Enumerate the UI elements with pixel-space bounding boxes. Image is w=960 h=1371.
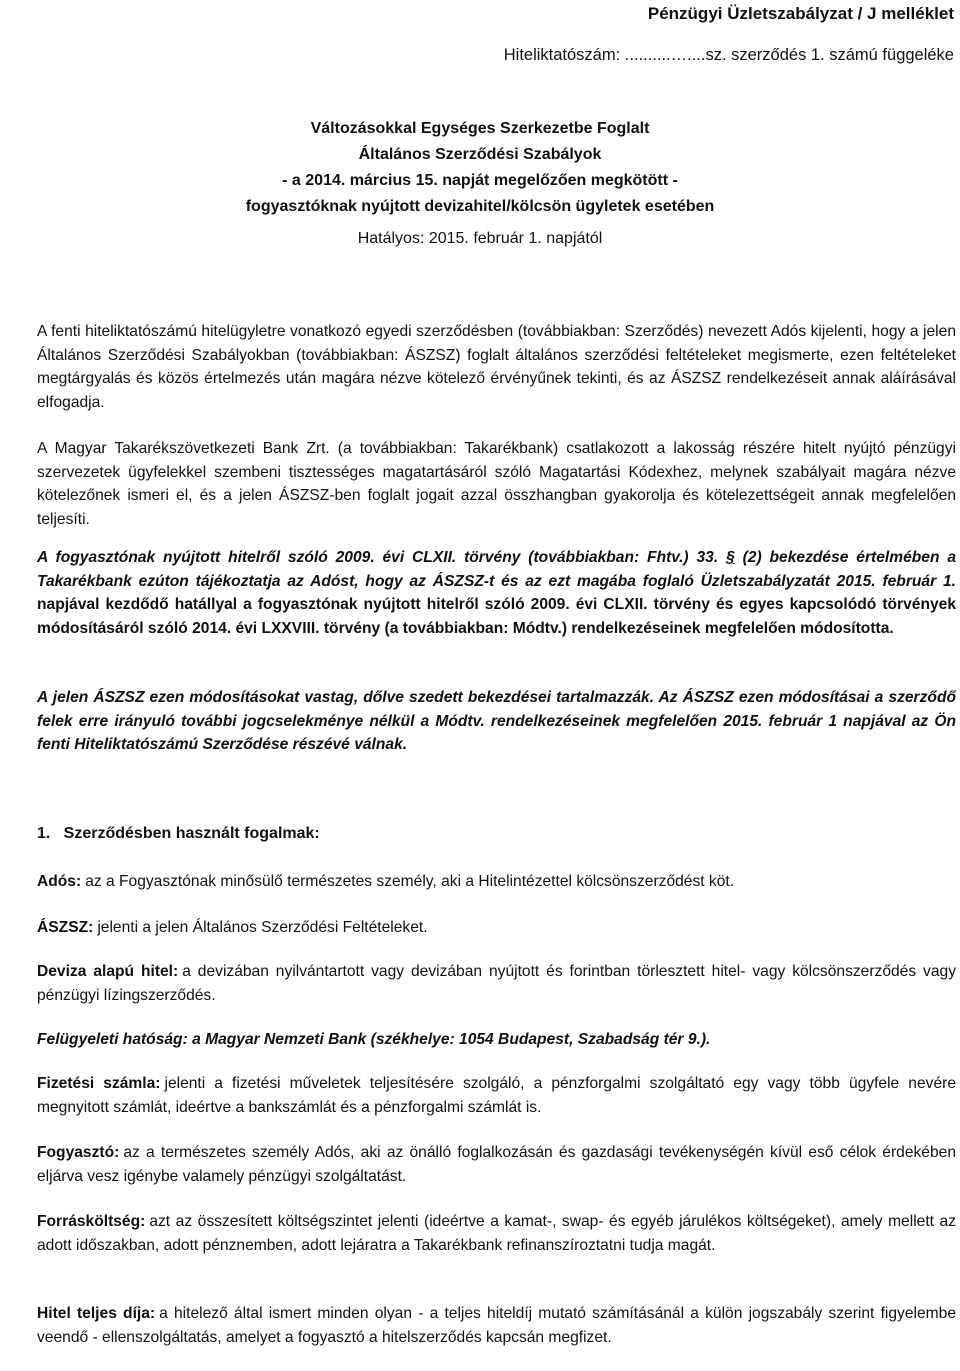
definition-deviza-alapu-hitel (37, 960, 956, 1007)
paragraph-acceptance: A fenti hiteliktatószámú hitelügyletre vonatkozó egyedi szerződésben (továbbiakban: Szerződés) nevezett Adós kijelenti, hogy a jelen Általános Szerződési Szabályokban (továbbiakban: ÁSZSZ) foglalt általános szerződési feltételeket megismerte, ezen feltételeket megtárgyalás és közös értelmezés után magára nézve kötelező érvényűnek tekinti, és az ÁSZSZ rendelkezéseit annak aláírásával elfogadja. (37, 323, 956, 411)
legal-notice-part-b: (2) bekezdése értelmében a Takarékbank ezúton tájékoztatja az Adóst, hogy az ÁSZSZ-t és az ezt magába foglaló Üzletszabályzatát 2015. február 1. (37, 549, 957, 590)
definition-term: Fizetési számla: (37, 1075, 161, 1092)
definition-fizetesi-szamla (37, 1072, 956, 1119)
effective-date: Hatályos: 2015. február 1. napjától (357, 230, 603, 247)
definition-felugyeleti-hatosag (37, 1028, 956, 1052)
document-title (0, 116, 960, 220)
definition-fogyaszto (37, 1141, 956, 1188)
title-line-2: Általános Szerződési Szabályok (358, 146, 602, 163)
definition-ados (37, 870, 956, 894)
definition-term: Felügyeleti hatóság: a Magyar Nemzeti Bank (székhelye: 1054 Budapest, Szabadság tér 9.). (37, 1031, 711, 1048)
definition-text: a devizában nyilvántartott vagy devizában nyújtott és forintban törlesztett hitel- vagy kölcsönszerződés vagy pénzügyi lízingszerződés. (37, 963, 956, 1004)
definition-term: ÁSZSZ: (37, 919, 94, 936)
legal-notice-part-c: napjával kezdődő hatállyal a fogyasztónak nyújtott hitelről szóló 2009. évi CLXII. törvény és egyes kapcsolódó törvények módosításáról szóló 2014. évi LXXVIII. törvény (a továbbiakban: Módtv.) rendelkezéseinek megfelelően módosította. (37, 596, 956, 637)
definition-term: Hitel teljes díja: (37, 1305, 156, 1322)
definition-forraskoltseg (37, 1210, 956, 1257)
section-sign: § (726, 549, 735, 566)
definition-term: Deviza alapú hitel: (37, 963, 179, 980)
definition-text: azt az összesített költségszintet jelenti (ideértve a kamat-, swap- és egyéb járulékos költségeket), amely mellett az adott időszakban, adott pénznemben, adott lejáratra a Takarékbank refinanszíroztatni tudja magát. (37, 1213, 956, 1254)
definition-text: a hitelező által ismert minden olyan - a teljes hiteldíj mutató számításánál a külön jogszabály szerint figyelembe veendő - ellenszolgáltatás, amelyet a fogyasztó a hitelszerződés kapcsán megfizet. (37, 1305, 956, 1346)
definition-text: az a Fogyasztónak minősülő természetes személy, aki a Hitelintézettel kölcsönszerződést köt. (85, 873, 735, 890)
title-line-4: fogyasztóknak nyújtott devizahitel/kölcsön ügyletek esetében (245, 198, 715, 215)
annex-header: Pénzügyi Üzletszabályzat / J melléklet (647, 4, 954, 23)
loan-reference-header: Hiteliktatószám: ..........…....sz. szerződés 1. számú függeléke (503, 46, 954, 64)
title-line-1: Változásokkal Egységes Szerkezetbe Foglalt (310, 120, 650, 137)
definition-term: Forrásköltség: (37, 1213, 146, 1230)
legal-notice-part-a: A fogyasztónak nyújtott hitelről szóló 2009. évi CLXII. törvény (továbbiakban: Fhtv.) 33. (37, 549, 719, 566)
definition-aszsz (37, 916, 956, 940)
definition-term: Adós: (37, 873, 82, 890)
paragraph-legal-notice (37, 546, 956, 640)
title-line-3: - a 2014. március 15. napját megelőzően megkötött - (282, 172, 678, 189)
definition-text: jelenti a fizetési műveletek teljesítésére szolgáló, a pénzforgalmi szolgáltató egy vagy több ügyfele nevére megnyitott számlát, ideértve a bankszámlát és a pénzforgalmi számlát is. (37, 1075, 956, 1116)
definition-text: jelenti a jelen Általános Szerződési Feltételeket. (97, 919, 428, 936)
definition-term: Fogyasztó: (37, 1144, 120, 1161)
definition-hitel-teljes-dija (37, 1302, 956, 1349)
paragraph-code-of-conduct: A Magyar Takarékszövetkezeti Bank Zrt. (a továbbiakban: Takarékbank) csatlakozott a lakosság részére hitelt nyújtó pénzügyi szervezetek ügyfelekkel szembeni tisztességes magatartásáról szóló Magatartási Kódexhez, melynek szabályait magára nézve kötelezőnek ismeri el, és a jelen ÁSZSZ-ben foglalt jogait azzal összhangban gyakorolja és kötelezettségeit annak megfelelően teljesíti. (37, 440, 956, 528)
definition-text: az a természetes személy Adós, aki az önálló foglalkozásán és gazdasági tevékenységén kívül eső célok érdekében eljárva vesz igénybe valamely pénzügyi szolgáltatást. (37, 1144, 956, 1185)
paragraph-modifications: A jelen ÁSZSZ ezen módosításokat vastag, dőlve szedett bekezdései tartalmazzák. Az ÁSZSZ ezen módosításai a szerződő felek erre irányuló további jogcselekménye nélkül a Módtv. rendelkezéseinek megfelelően 2015. február 1 napjával az Ön fenti Hiteliktatószámú Szerződése részévé válnak. (37, 689, 956, 753)
section-1-title: 1. Szerződésben használt fogalmak: (37, 825, 320, 842)
